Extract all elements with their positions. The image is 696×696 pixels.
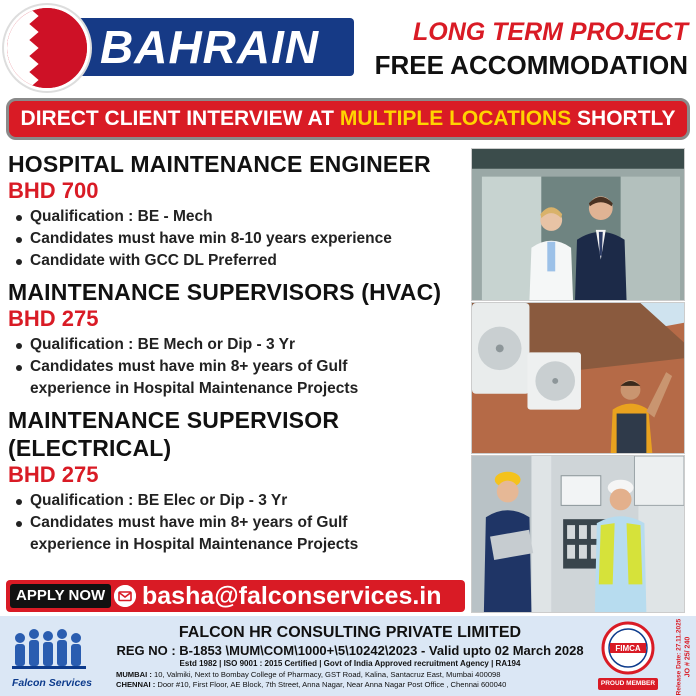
- requirement-item: Qualification : BE - Mech: [14, 206, 470, 228]
- hvac-technician-photo: [471, 302, 685, 454]
- country-title: BAHRAIN: [100, 21, 320, 73]
- logo-text: Falcon Services: [12, 677, 92, 689]
- job-list: [8, 150, 470, 556]
- tagline-long-term: LONG TERM PROJECT: [412, 18, 688, 46]
- people-group-icon: [4, 622, 104, 674]
- job-title: MAINTENANCE SUPERVISOR: [8, 407, 340, 433]
- job-title: MAINTENANCE SUPERVISORS (HVAC): [8, 279, 442, 305]
- job-block: [8, 278, 470, 400]
- mumbai-address: [116, 670, 501, 680]
- requirement-item: Qualification : BE Mech or Dip - 3 Yr: [14, 334, 470, 356]
- release-info: [664, 620, 694, 694]
- establishment-info: Estd 1982 | ISO 9001 : 2015 Certified | Govt of India Approved recruitment Agency | RA194: [179, 659, 521, 668]
- job-salary: BHD 275: [8, 462, 99, 487]
- country-banner: [58, 18, 354, 76]
- job-block: [8, 150, 470, 272]
- hospital-staff-photo: [471, 148, 685, 301]
- email-icon: [114, 585, 136, 607]
- bahrain-flag-icon: [4, 5, 90, 91]
- proud-member-badge: PROUD MEMBER: [598, 678, 658, 690]
- job-salary: BHD 275: [8, 306, 99, 331]
- job-requirements: [14, 206, 470, 272]
- job-salary: BHD 700: [8, 178, 99, 203]
- requirement-item: Qualification : BE Elec or Dip - 3 Yr: [14, 490, 470, 512]
- requirement-item: Candidates must have min 8+ years of Gulf experience in Hospital Maintenance Projects: [14, 512, 470, 556]
- banner-text-1: DIRECT CLIENT INTERVIEW AT: [20, 107, 340, 130]
- job-requirements: [14, 490, 470, 556]
- fimca-badge: [596, 620, 660, 692]
- email-link[interactable]: basha@falconservices.in: [142, 582, 442, 610]
- requirement-item: Candidates must have min 8+ years of Gulf experience in Hospital Maintenance Projects: [14, 356, 470, 400]
- job-requirements: [14, 334, 470, 400]
- registration-number: REG NO : B-1853 \MUM\COM\1000+\5\10242\2023 - Valid upto 02 March 2028: [116, 643, 584, 658]
- requirement-item: Candidate with GCC DL Preferred: [14, 250, 470, 272]
- apply-now-button[interactable]: APPLY NOW: [10, 584, 111, 608]
- interview-banner: [6, 98, 690, 140]
- chennai-address-text: Door #10, First Floor, AE Block, 7th Street, Anna Nagar, Near Anna Nagar Post Office , Chennai 600040: [155, 680, 507, 689]
- mumbai-address-text: 10, Valmiki, Next to Bombay College of Pharmacy, GST Road, Kalina, Santacruz East, Mumbai 400098: [151, 670, 501, 679]
- falcon-services-logo: [4, 622, 104, 692]
- electrical-engineers-photo: [471, 455, 685, 613]
- release-date: Release Date: 27.11.2025: [675, 618, 683, 696]
- requirement-item: Candidates must have min 8-10 years experience: [14, 228, 470, 250]
- chennai-label: CHENNAI :: [116, 680, 156, 689]
- banner-highlight: MULTIPLE LOCATIONS: [339, 107, 572, 130]
- fimca-logo-icon: [596, 620, 660, 676]
- mumbai-label: MUMBAI :: [116, 670, 152, 679]
- company-name: FALCON HR CONSULTING PRIVATE LIMITED: [178, 624, 522, 641]
- job-order-number: JO # 25/ 240: [684, 636, 692, 678]
- chennai-address: [116, 680, 506, 690]
- tagline-free-accommodation: FREE ACCOMMODATION: [374, 50, 688, 80]
- job-block: [8, 406, 470, 556]
- svg-text:FIMCA: FIMCA: [615, 644, 641, 653]
- footer: [0, 616, 696, 696]
- job-title: HOSPITAL MAINTENANCE ENGINEER: [8, 151, 431, 177]
- banner-text-2: SHORTLY: [571, 107, 676, 130]
- job-title-line-2: (ELECTRICAL): [8, 435, 172, 461]
- apply-bar: [6, 580, 465, 612]
